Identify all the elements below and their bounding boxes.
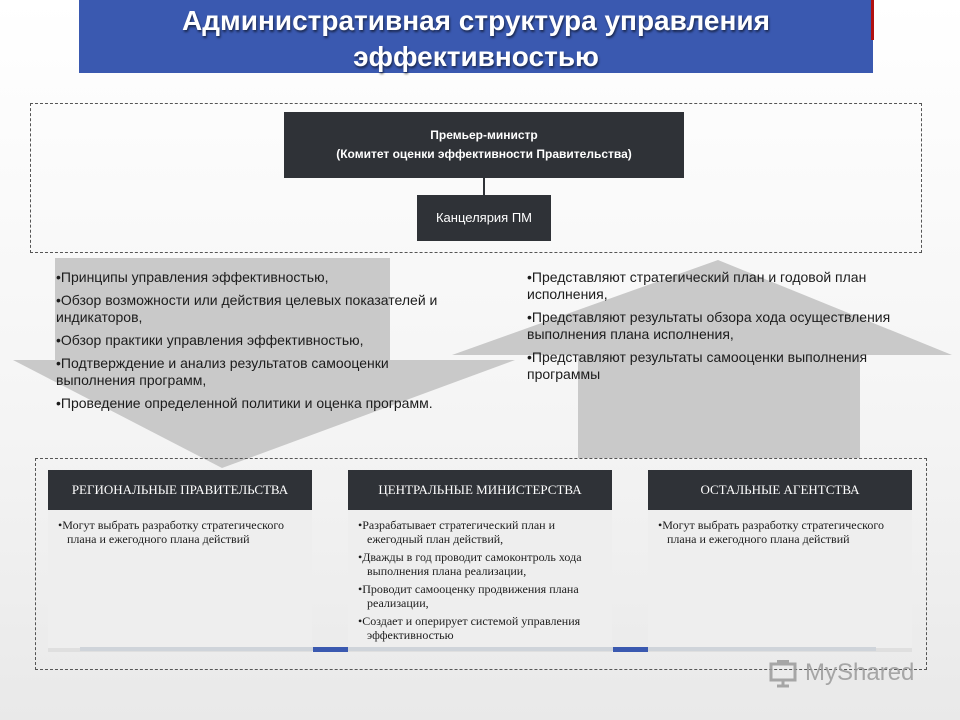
pm-office-connector — [483, 178, 485, 195]
title-line-2: эффективностью — [353, 41, 599, 72]
downward-functions-list — [56, 269, 456, 418]
prime-minister-box — [284, 112, 684, 178]
card-body — [48, 510, 312, 648]
list-item: • Представляют стратегический план и годовой план исполнения, — [527, 269, 927, 303]
regional-governments-card — [48, 470, 312, 652]
list-item: • Принципы управления эффективностью, — [56, 269, 456, 286]
card-heading: ОСТАЛЬНЫЕ АГЕНТСТВА — [648, 470, 912, 510]
other-agencies-card — [648, 470, 912, 652]
list-item: • Представляют результаты самооценки выполнения программы — [527, 349, 927, 383]
watermark — [768, 656, 914, 690]
bottom-accent-segment — [313, 647, 348, 652]
pm-office-box — [417, 195, 551, 241]
bottom-divider — [80, 647, 876, 651]
central-ministries-card — [348, 470, 612, 652]
title-line-1: Административная структура управления — [182, 5, 770, 36]
card-body — [648, 510, 912, 648]
list-item: • Проводит самооценку продвижения плана реализации, — [358, 582, 602, 610]
list-item: • Подтверждение и анализ результатов самооценки выполнения программ, — [56, 355, 456, 389]
list-item: • Могут выбрать разработку стратегического плана и ежегодного плана действий — [58, 518, 302, 546]
list-item: • Разрабатывает стратегический план и ежегодный план действий, — [358, 518, 602, 546]
card-body — [348, 510, 612, 648]
list-item: • Обзор практики управления эффективностью, — [56, 332, 456, 349]
projector-screen-icon — [768, 658, 802, 688]
list-item: • Представляют результаты обзора хода осуществления выполнения плана исполнения, — [527, 309, 927, 343]
pm-subtitle: (Комитет оценки эффективности Правительства) — [336, 147, 632, 161]
watermark-text: MyShared — [805, 659, 915, 686]
list-item: • Проведение определенной политики и оценка программ. — [56, 395, 456, 412]
card-heading: ЦЕНТРАЛЬНЫЕ МИНИСТЕРСТВА — [348, 470, 612, 510]
pm-title: Премьер-министр — [430, 128, 538, 142]
list-item: • Создает и оперирует системой управления эффективностью — [358, 614, 602, 642]
pm-office-label: Канцелярия ПМ — [435, 210, 533, 225]
list-item: • Обзор возможности или действия целевых показателей и индикаторов, — [56, 292, 456, 326]
list-item: • Могут выбрать разработку стратегического плана и ежегодного плана действий — [658, 518, 902, 546]
list-item: • Дважды в год проводит самоконтроль хода выполнения плана реализации, — [358, 550, 602, 578]
upward-reporting-list — [527, 269, 927, 389]
card-heading: РЕГИОНАЛЬНЫЕ ПРАВИТЕЛЬСТВА — [48, 470, 312, 510]
bottom-accent-segment — [613, 647, 648, 652]
